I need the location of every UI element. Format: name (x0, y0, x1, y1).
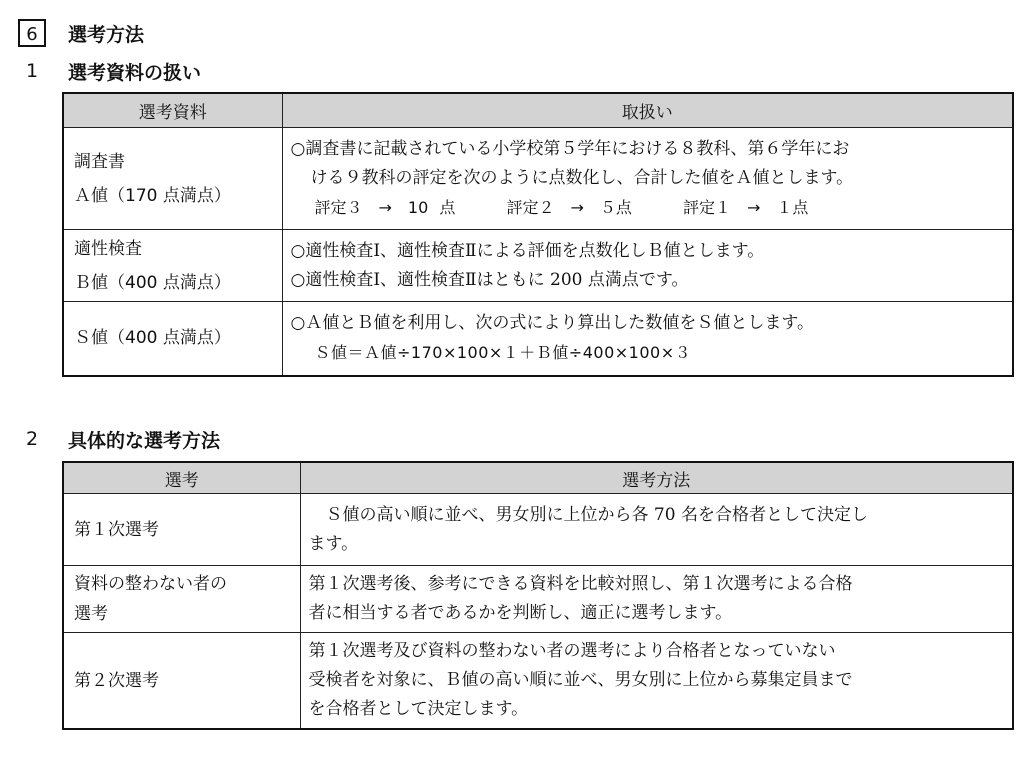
part1-title: 選考資料の扱い (68, 61, 202, 84)
row-label (63, 494, 300, 566)
row-label-line: Ｓ値（400 点満点） (74, 328, 231, 349)
row-label-line: 資料の整わない者の (74, 574, 227, 594)
part1-heading (26, 56, 201, 86)
part1-number: 1 (26, 60, 39, 82)
part2-heading (26, 424, 220, 454)
column-header: 選考資料 (63, 93, 282, 128)
row-label-line: Ａ値（170 点満点） (74, 185, 231, 206)
row-label-line: 選考 (74, 604, 108, 624)
row-body (282, 302, 1013, 376)
table-header-row (63, 462, 1013, 494)
table-row (63, 302, 1013, 376)
row-label (63, 128, 282, 230)
body-line: ○Ａ値とＢ値を利用し、次の式により算出した数値をＳ値とします。 (290, 313, 814, 334)
materials-table (62, 92, 1014, 377)
row-body (300, 633, 1013, 730)
eval-item: 評定１ → １点 (682, 198, 809, 217)
table-row (63, 566, 1013, 633)
body-line: ます。 (308, 533, 359, 554)
body-line: ○調査書に記載されている小学校第５学年における８教科、第６学年にお (290, 139, 850, 159)
row-body (282, 230, 1013, 302)
row-label (63, 230, 282, 302)
body-line: ○適性検査Ⅰ、適性検査Ⅱによる評価を点数化しＢ値とします。 (290, 240, 765, 261)
row-label-line: 第１次選考 (74, 519, 159, 540)
row-body (282, 128, 1013, 230)
table-row (63, 633, 1013, 730)
row-body (300, 566, 1013, 633)
row-body (300, 494, 1013, 566)
table-header-row (63, 93, 1013, 128)
table-row (63, 494, 1013, 566)
body-line: Ｓ値の高い順に並べ、男女別に上位から各 70 名を合格者として決定し (308, 504, 868, 525)
section-title: 選考方法 (68, 23, 145, 46)
section-number: 6 (18, 19, 46, 47)
body-line: 受検者を対象に、Ｂ値の高い順に並べ、男女別に上位から募集定員まで (308, 670, 853, 690)
row-label-line: 第２次選考 (74, 670, 159, 691)
table-row (63, 230, 1013, 302)
body-line: を合格者として決定します。 (308, 699, 529, 719)
section-heading (18, 16, 144, 50)
row-label (63, 566, 300, 633)
part2-title: 具体的な選考方法 (68, 429, 221, 452)
body-line: 第１次選考及び資料の整わない者の選考により合格者となっていない (308, 641, 836, 661)
row-label-line: 調査書 (74, 151, 125, 172)
row-label (63, 302, 282, 376)
row-label (63, 633, 300, 730)
body-line: ける９教科の評定を次のように点数化し、合計した値をＡ値とします。 (310, 168, 854, 188)
part2-number: 2 (26, 428, 39, 450)
column-header: 選考方法 (300, 462, 1013, 494)
eval-item: 評定２ → ５点 (506, 198, 632, 217)
evaluation-conversion (291, 193, 1005, 222)
formula: Ｓ値＝Ａ値÷170×100×１＋Ｂ値÷400×100×３ (314, 343, 692, 363)
column-header: 選考 (63, 462, 300, 494)
body-line: 者に相当する者であるかを判断し、適正に選考します。 (308, 603, 733, 623)
row-label-line: Ｂ値（400 点満点） (74, 272, 231, 293)
selection-table (62, 461, 1014, 730)
table-row (63, 128, 1013, 230)
eval-item: 評定３ → 10 点 (314, 198, 456, 217)
body-line: ○適性検査Ⅰ、適性検査Ⅱはともに 200 点満点です。 (290, 269, 689, 290)
column-header: 取扱い (282, 93, 1013, 128)
body-line: 第１次選考後、参考にできる資料を比較対照し、第１次選考による合格 (308, 574, 853, 594)
row-label-line: 適性検査 (74, 238, 142, 259)
